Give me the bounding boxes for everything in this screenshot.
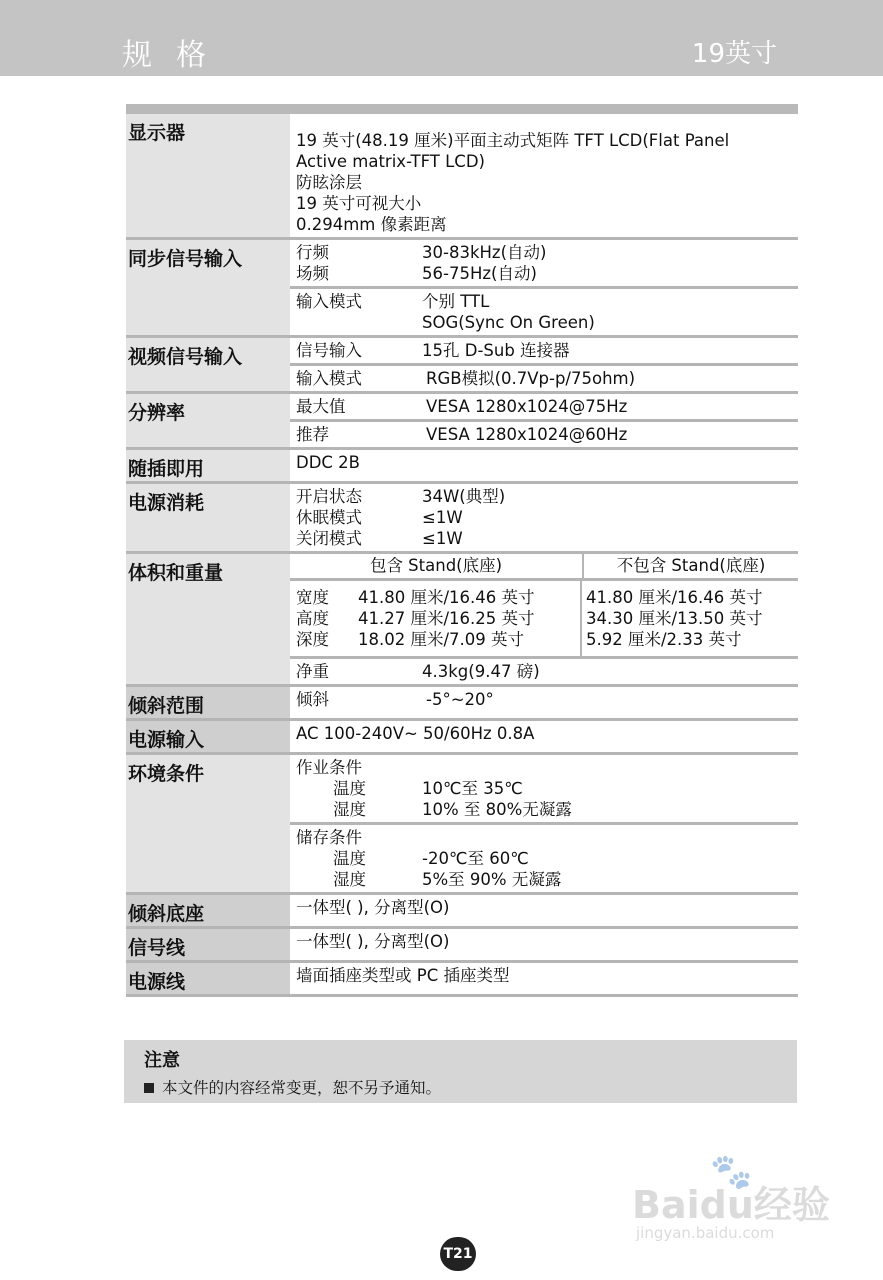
row-power-input xyxy=(126,721,798,755)
row-dimensions xyxy=(126,554,798,687)
row-label: 同步信号输入 xyxy=(126,240,290,335)
page-number: T21 xyxy=(440,1237,476,1271)
row-label: 电源消耗 xyxy=(126,484,290,551)
row-power-cord xyxy=(126,963,798,997)
row-tilt-range xyxy=(126,687,798,721)
spec-value: SOG(Sync On Green) xyxy=(422,313,595,332)
spec-value: 4.3kg(9.47 磅) xyxy=(422,662,540,681)
col-without-stand: 不包含 Stand(底座) xyxy=(616,556,766,575)
spec-value: AC 100-240V~ 50/60Hz 0.8A xyxy=(296,724,535,743)
watermark-site: jingyan.baidu.com xyxy=(636,1224,775,1242)
spec-line: 0.294mm 像素距离 xyxy=(296,215,447,234)
row-power-consumption xyxy=(126,484,798,554)
spec-key: 温度 xyxy=(333,779,366,798)
spec-key: 信号输入 xyxy=(296,341,362,360)
spec-value: 41.27 厘米/16.25 英寸 xyxy=(358,609,535,628)
row-sync xyxy=(126,240,798,338)
spec-table xyxy=(126,104,798,997)
row-label: 显示器 xyxy=(126,114,290,237)
row-label: 体积和重量 xyxy=(126,554,290,684)
row-label: 随插即用 xyxy=(126,450,290,481)
spec-key: 倾斜 xyxy=(296,690,329,709)
watermark xyxy=(632,1152,832,1252)
note-body: 本文件的内容经常变更，恕不另予通知。 xyxy=(162,1079,442,1097)
spec-key: 行频 xyxy=(296,243,329,262)
spec-value: 34.30 厘米/13.50 英寸 xyxy=(586,609,763,628)
note-title: 注意 xyxy=(144,1050,180,1071)
spec-key: 场频 xyxy=(296,264,329,283)
row-label: 分辨率 xyxy=(126,394,290,447)
spec-value: 41.80 厘米/16.46 英寸 xyxy=(586,588,763,607)
spec-value: 15孔 D-Sub 连接器 xyxy=(422,341,570,360)
paw-icon: 🐾 xyxy=(710,1152,753,1192)
row-signal-cable xyxy=(126,929,798,963)
row-tilt-base xyxy=(126,895,798,929)
spec-value: 10℃至 35℃ xyxy=(422,779,523,798)
row-label: 环境条件 xyxy=(126,755,290,892)
spec-value: 5%至 90% 无凝露 xyxy=(422,870,562,889)
spec-value: DDC 2B xyxy=(296,453,360,472)
spec-value: 墙面插座类型或 PC 插座类型 xyxy=(296,966,510,985)
spec-value: 41.80 厘米/16.46 英寸 xyxy=(358,588,535,607)
model-size: 19英寸 xyxy=(691,39,777,69)
spec-value: ≤1W xyxy=(422,529,463,548)
spec-value: VESA 1280x1024@60Hz xyxy=(426,425,628,444)
spec-value: ≤1W xyxy=(422,508,463,527)
spec-value: 34W(典型) xyxy=(422,487,506,506)
spec-value: 一体型( ), 分离型(O) xyxy=(296,898,450,917)
spec-key: 高度 xyxy=(296,609,329,628)
row-environment xyxy=(126,755,798,895)
spec-value: VESA 1280x1024@75Hz xyxy=(426,397,628,416)
spec-value: 一体型( ), 分离型(O) xyxy=(296,932,450,951)
spec-value: 56-75Hz(自动) xyxy=(422,264,537,283)
table-top-rule xyxy=(126,104,798,114)
spec-key: 输入模式 xyxy=(296,292,362,311)
spec-key: 关闭模式 xyxy=(296,529,362,548)
spec-value: 18.02 厘米/7.09 英寸 xyxy=(358,630,525,649)
row-plug-and-play xyxy=(126,450,798,484)
spec-key: 温度 xyxy=(333,849,366,868)
spec-value: RGB模拟(0.7Vp-p/75ohm) xyxy=(426,369,636,388)
col-with-stand: 包含 Stand(底座) xyxy=(290,554,584,578)
spec-key: 湿度 xyxy=(333,800,366,819)
bullet-square-icon xyxy=(144,1083,154,1093)
watermark-brand: Baidu经验 xyxy=(632,1183,830,1227)
spec-line: 防眩涂层 xyxy=(296,173,362,192)
row-label: 视频信号输入 xyxy=(126,338,290,391)
spec-key: 储存条件 xyxy=(296,828,362,847)
spec-value: -20℃至 60℃ xyxy=(422,849,529,868)
spec-key: 宽度 xyxy=(296,588,329,607)
spec-key: 净重 xyxy=(296,662,329,681)
spec-key: 作业条件 xyxy=(296,758,362,777)
spec-value: -5°~20° xyxy=(426,690,494,709)
spec-key: 湿度 xyxy=(333,870,366,889)
row-label: 电源线 xyxy=(126,963,290,994)
spec-value: 个别 TTL xyxy=(422,292,490,311)
spec-key: 休眠模式 xyxy=(296,508,362,527)
row-label: 倾斜范围 xyxy=(126,687,290,718)
spec-line: Active matrix-TFT LCD) xyxy=(296,152,485,171)
row-label: 电源输入 xyxy=(126,721,290,752)
spec-key: 深度 xyxy=(296,630,329,649)
page-title: 规格 xyxy=(122,38,230,73)
row-video xyxy=(126,338,798,394)
spec-key: 输入模式 xyxy=(296,369,362,388)
spec-line: 19 英寸可视大小 xyxy=(296,194,422,213)
note-box xyxy=(124,1040,797,1103)
spec-value: 30-83kHz(自动) xyxy=(422,243,547,262)
page-header xyxy=(0,0,883,76)
spec-line: 19 英寸(48.19 厘米)平面主动式矩阵 TFT LCD(Flat Panel xyxy=(296,131,730,150)
spec-value: 10% 至 80%无凝露 xyxy=(422,800,572,819)
row-label: 信号线 xyxy=(126,929,290,960)
row-display xyxy=(126,114,798,240)
spec-key: 最大值 xyxy=(296,397,346,416)
spec-value: 5.92 厘米/2.33 英寸 xyxy=(586,630,742,649)
row-label: 倾斜底座 xyxy=(126,895,290,926)
spec-key: 推荐 xyxy=(296,425,329,444)
spec-key: 开启状态 xyxy=(296,487,362,506)
row-resolution xyxy=(126,394,798,450)
